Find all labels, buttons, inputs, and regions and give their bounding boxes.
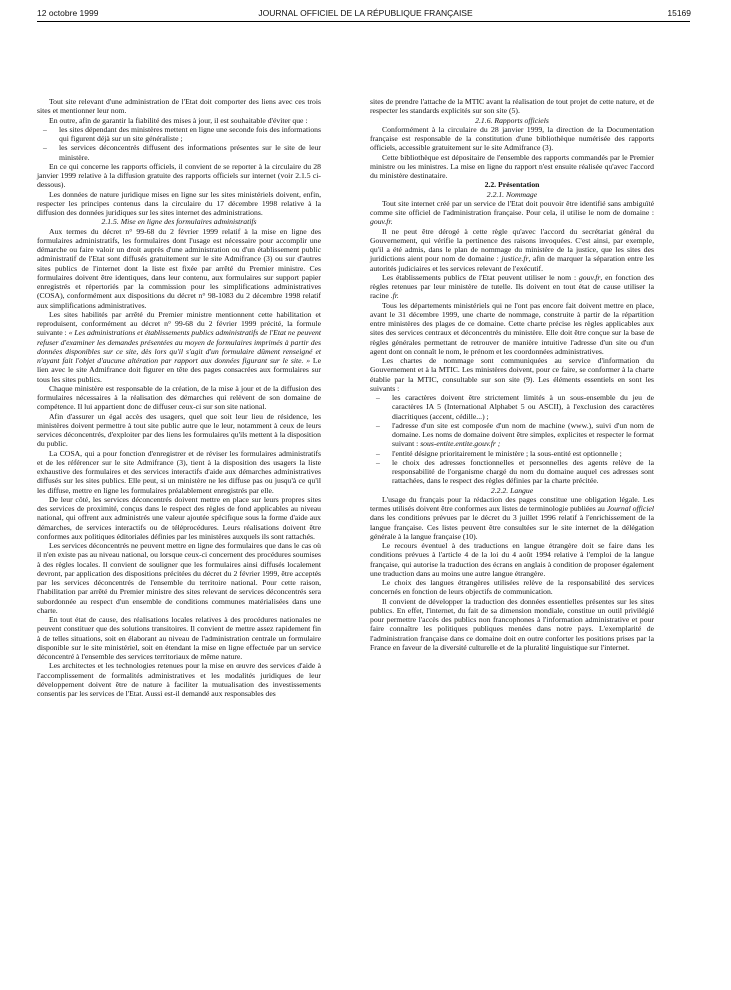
paragraph: La COSA, qui a pour fonction d'enregistrer et de réviser les formulaires administratifs et de les référencer sur le site Admifrance (3), tient à la disposition des usagers la liste exhaustive des formulaires et des services interactifs d'aide aux démarches administratives diffusés sur les sites publics. Elle peut, si un ministère ne les diffuse pas ou jusqu'à ce qu'il les diffuse, mettre en ligne les formulaires préalablement enregistrés par elle.	[37, 448, 321, 495]
text-run: L'usage du français pour la rédaction des pages constitue une obligation légale. Les termes utilisés doivent être conformes aux listes de terminologie publiées au	[370, 494, 654, 513]
domain-name: justice.fr	[501, 254, 529, 264]
paragraph	[370, 199, 654, 227]
text-run: Les sites habilités par arrêté du Premier ministre mentionnent cette habilitation et reproduisent, conformément au décret n° 99-68 du 2 février 1999 précité, la formule suivante :	[37, 309, 321, 338]
text-run: Tout site internet créé par un service de l'Etat doit pouvoir être identifié sans ambiguïté comme site officiel de l'administration française. Pour cela, il utilise le nom de domaine :	[370, 198, 654, 217]
domain-name: .fr.	[390, 291, 399, 301]
paragraph: Chaque ministère est responsable de la création, de la mise à jour et de la diffusion des formulaires nécessaires à la réalisation des démarches qui relèvent de son domaine de compétence. Il lui appartient donc de diffuser ceux-ci sur son site national.	[37, 383, 321, 412]
paragraph: Les données de nature juridique mises en ligne sur les sites ministériels doivent, enfin, respecter les principes contenus dans la circulaire du 17 décembre 1998 relative à la diffusion des données juridiques sur les sites internet des administrations.	[37, 189, 321, 217]
paragraph: Les services déconcentrés ne peuvent mettre en ligne des formulaires que dans le cas où il n'en existe pas au niveau national, ou lorsque ceux-ci concernent des procédures soumises à des règles locales. Il convient de souligner que les formulaires ainsi diffusés localement devront, par application des dispositions précitées du décret du 2 février 1999, être acceptés par les services déconcentrés de l'ensemble du territoire national. Pour cette raison, l'habilitation par arrêté du Premier ministre des sites relevant de services déconcentrés sera subordonnée au respect d'un ensemble de conditions communes matérialisées dans une charte.	[37, 541, 321, 615]
paragraph: Les chartes de nommage sont communiquées au service d'information du Gouvernement et à la MTIC. Les ministères doivent, pour ce faire, se conformer à la charte établie par la MTIC, consultable sur son site (9). Les éléments essentiels en sont les suivants :	[370, 356, 654, 393]
section-heading-2-2-2: 2.2.2. Langue	[490, 485, 534, 495]
section-heading-2-1-6: 2.1.6. Rapports officiels	[475, 115, 549, 125]
paragraph: Tout site relevant d'une administration de l'Etat doit comporter des liens avec ces trois sites et mentionner leur nom.	[37, 97, 321, 116]
paragraph: sites de prendre l'attache de la MTIC avant la réalisation de tout projet de cette nature, et de respecter les standards explicités sur son site (5).	[370, 97, 654, 116]
list-item: – les sites dépendant des ministères mettent en ligne une seconde fois des informations qui figurent déjà sur un site généraliste ;	[37, 125, 321, 144]
text-run: , en fonction des règles retenues par leur ministère de tutelle. Ils doivent en tout état de cause utiliser la racine	[370, 272, 655, 301]
bullet-list	[37, 125, 321, 162]
list-item: – les services déconcentrés diffusent des informations présentes sur le site de leur ministère.	[37, 143, 321, 162]
paragraph: En ce qui concerne les rapports officiels, il convient de se reporter à la circulaire du 28 janvier 1999 relative à la diffusion gratuite des rapports officiels sur internet (voir 2.1.5 ci-dessous).	[37, 161, 321, 190]
text-run: dans les conditions prévues par le décret du 3 juillet 1996 relatif à l'enrichissement de la langue française. Ces listes peuvent être consultées sur le site internet de la délégation générale à la langue française (10).	[370, 513, 654, 541]
paragraph: Les architectes et les technologies retenues pour la mise en œuvre des services d'aide à l'accomplissement de formalités administratives et les modalités juridiques de leur développement doivent être de nature à faciliter la mutualisation des investissements consentis par les services de l'Etat. Aussi est-il demandé aux responsables des	[37, 661, 321, 698]
paragraph: Le choix des langues étrangères utilisées relève de la responsabilité des services concernés en fonction de leurs objectifs de communication.	[370, 578, 654, 597]
paragraph: Il convient de développer la traduction des données essentielles présentes sur les sites publics. En effet, l'internet, du fait de sa dimension mondiale, constitue un outil privilégié pour permettre l'accès des publics non francophones à l'information administrative et pour faire connaître les politiques publiques menées dans notre pays. L'exemplarité de l'administration française dans ce domaine doit en outre conforter les positions prises par la France en faveur de la diversité culturelle et de la pluralité linguistique sur l'internet.	[370, 596, 654, 652]
text-run: Le lien avec le site Admifrance doit figurer en tête des pages consacrées aux formulaires sur tous les sites publics.	[37, 356, 321, 384]
paragraph: Tous les départements ministériels qui ne l'ont pas encore fait doivent mettre en place, avant le 31 décembre 1999, une charte de nommage, construite à partir de la répartition entre ministères des plages de ce domaine. Cette charte précise les règles applicables aux sites des services centraux et déconcentrés du ministère. Elle doit être conçue sur la base de règles générales permettant de retrouver de manière intuitive l'adresse d'un site ou d'un agent dont on connaît le nom, le prénom et les coordonnées administratives.	[370, 300, 654, 356]
text-run: Il ne peut être dérogé à cette règle qu'avec l'accord du secrétariat général du Gouvernement, qui vérifie la pertinence des raisons invoquées. C'est ainsi, par exemple, qu'il a été admis, dans le plan de nommage du ministère de la justice, que les sites des juridictions aient pour nom de domaine :	[370, 226, 654, 264]
paragraph: En tout état de cause, des réalisations locales relatives à des procédures nationales ne peuvent constituer que des solutions transitoires. Il convient de mettre assez rapidement fin à de telles situations, soit en élaborant au niveau de l'administration centrale un formulaire disponible sur le site ministériel, soit en étendant la mise en ligne effectuée par un service déconcentré à l'ensemble des services territoriaux de même nature.	[37, 615, 321, 661]
text-run: l'adresse d'un site est composée d'un nom de machine (www.), suivi d'un nom de domaine. Les noms de domaine doivent être simples, explicites et respecter le format suivant :	[392, 420, 654, 449]
text-run: Les établissements publics de l'Etat peuvent utiliser le nom :	[382, 272, 579, 282]
list-item: – les caractères doivent être strictement limités à un sous-ensemble du jeu de caractères IA 5 (International Alphabet 5 ou ASCII), à l'exclusion des caractères diacritiques (accent, cédille...) ;	[370, 393, 654, 421]
header-rule	[37, 21, 690, 22]
text-run: , afin de marquer la séparation entre les autorités judiciaires et les services relevant de l'exécutif.	[370, 254, 654, 273]
bullet-list	[370, 393, 654, 486]
paragraph: Le recours éventuel à des traductions en langue étrangère doit se faire dans les conditions prévues à l'article 4 de la loi du 4 août 1994 relative à l'emploi de la langue française, qui autorise la traduction des écrans en anglais à condition de proposer également une traduction dans au moins une autre langue étrangère.	[370, 541, 654, 578]
domain-format: sous-entite.entite.gouv.fr ;	[420, 439, 501, 449]
paragraph	[37, 310, 321, 384]
section-heading-2-2-1: 2.2.1. Nommage	[486, 189, 538, 199]
section-heading-2-1-5: 2.1.5. Mise en ligne des formulaires administratifs	[101, 217, 257, 227]
list-item: – le choix des adresses fonctionnelles et personnelles des agents relève de la responsabilité de l'organisme chargé du nom du domaine auquel ces adresses sont rattachées, dans le respect des règles définies par la charte précitée.	[370, 458, 654, 486]
paragraph	[370, 227, 654, 273]
header-page-number: 15169	[667, 8, 691, 18]
list-item: – l'entité désigne prioritairement le ministère ; la sous-entité est optionnelle ;	[370, 449, 654, 458]
header-date: 12 octobre 1999	[37, 8, 99, 18]
header-title: JOURNAL OFFICIEL DE LA RÉPUBLIQUE FRANÇAISE	[258, 8, 473, 18]
italic-quote: « Les administrations et établissements publics administratifs de l'Etat ne peuvent refuser d'examiner les demandes présentées au moyen de formulaires imprimés à partir des données disponibles sur ce site, dès lors qu'il s'agit d'un formulaire dûment renseigné et n'ayant fait l'objet d'aucune altération par rapport aux données figurant sur le site. »	[37, 328, 321, 365]
paragraph: Conformément à la circulaire du 28 janvier 1999, la direction de la Documentation française est responsable de la constitution d'une bibliothèque numérisée des rapports officiels, accessible gratuitement sur le site Admifrance (3).	[370, 124, 654, 153]
paragraph: En outre, afin de garantir la fiabilité des mises à jour, il est souhaitable d'éviter que :	[49, 115, 308, 125]
paragraph: Aux termes du décret n° 99-68 du 2 février 1999 relatif à la mise en ligne des formulaires administratifs, les formulaires dont l'usage est nécessaire pour accomplir une démarche ou faire valoir un droit auprès d'une administration ou d'un établissement public administratif de l'Etat sont diffusés gratuitement sur le site Admifrance (3) ou sur d'autres sites publics de l'internet dont la liste est fixée par arrêté du Premier ministre. Ces formulaires doivent être identiques, dans leur contenu, aux formulaires sur support papier enregistrés et répertoriés par la commission pour les simplifications administratives (COSA), conformément aux dispositions du décret n° 98-1083 du 2 décembre 1998 relatif aux simplifications administratives.	[37, 226, 321, 310]
domain-name: gouv.fr.	[370, 217, 393, 227]
list-item	[370, 421, 654, 449]
paragraph: De leur côté, les services déconcentrés doivent mettre en place sur leurs propres sites des services de proximité, conçus dans le respect des règles de fond applicables au niveau national, qui offrent aux administrés une valeur ajoutée spécifique sous la forme d'aide aux démarches, de services interactifs ou de téléprocédures. Leurs réalisations doivent être conformes aux politiques éditoriales définies par les ministères auxquels ils sont rattachés.	[37, 494, 321, 541]
paragraph	[370, 495, 654, 541]
paragraph: Cette bibliothèque est dépositaire de l'ensemble des rapports commandés par le Premier ministre ou les ministres. La mise en ligne du rapport n'est ensuite réalisée qu'avec l'accord du ministère destinataire.	[370, 152, 654, 180]
domain-name: gouv.fr	[578, 272, 601, 282]
paragraph: Afin d'assurer un égal accès des usagers, quel que soit leur lieu de résidence, les ministères doivent permettre à tout site public autre que le leur, notamment à ceux de leurs services déconcentrés, d'exploiter par des liens les formulaires qu'ils mettent à la disposition du public.	[37, 411, 321, 449]
paragraph	[370, 273, 654, 301]
page-header	[0, 0, 731, 22]
right-column	[370, 97, 654, 652]
journal-title: Journal officiel	[606, 504, 654, 513]
left-column	[37, 97, 321, 698]
section-heading-2-2: 2.2. Présentation	[484, 180, 540, 190]
